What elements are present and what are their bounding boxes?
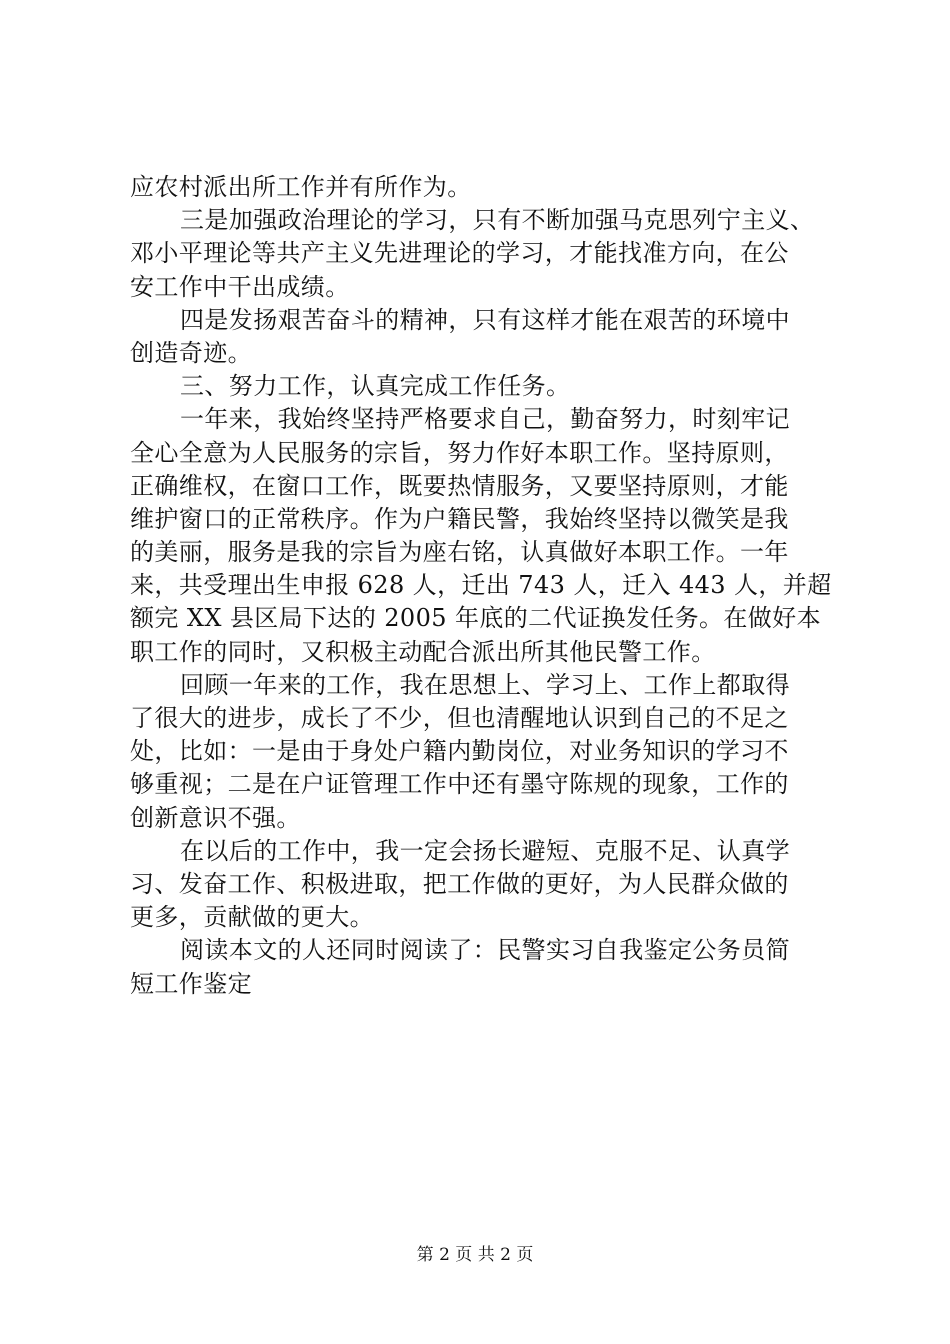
text-line: 维护窗口的正常秩序。作为户籍民警，我始终坚持以微笑是我: [130, 504, 789, 533]
text-line: 在以后的工作中，我一定会扬长避短、克服不足、认真学: [180, 836, 790, 865]
text-line: 回顾一年来的工作，我在思想上、学习上、工作上都取得: [180, 670, 790, 699]
text-line: 三是加强政治理论的学习，只有不断加强马克思列宁主义、: [180, 206, 815, 235]
text-line: 额完 XX 县区局下达的 2005 年底的二代证换发任务。在做好本: [130, 604, 821, 633]
text-line: 更多，贡献做的更大。: [130, 903, 374, 932]
text-line: 一年来，我始终坚持严格要求自己，勤奋努力，时刻牢记: [180, 405, 790, 434]
text-line: 够重视；二是在户证管理工作中还有墨守陈规的现象，工作的: [130, 770, 789, 799]
text-line: 应农村派出所工作并有所作为。: [130, 173, 472, 201]
text-line: 短工作鉴定: [130, 969, 252, 998]
text-line: 邓小平理论等共产主义先进理论的学习，才能找准方向，在公: [130, 239, 789, 268]
text-line: 三、努力工作，认真完成工作任务。: [180, 372, 571, 401]
page-footer: 第 2 页 共 2 页: [416, 1245, 534, 1265]
text-line: 了很大的进步，成长了不少，但也清醒地认识到自己的不足之: [130, 704, 789, 732]
text-line: 的美丽，服务是我的宗旨为座右铭，认真做好本职工作。一年: [130, 538, 789, 567]
text-line: 全心全意为人民服务的宗旨，努力作好本职工作。坚持原则，: [130, 438, 789, 467]
text-line: 职工作的同时，又积极主动配合派出所其他民警工作。: [130, 637, 716, 666]
text-line: 创造奇迹。: [130, 338, 252, 367]
text-line: 处，比如：一是由于身处户籍内勤岗位，对业务知识的学习不: [130, 737, 789, 766]
text-line: 正确维权，在窗口工作，既要热情服务，又要坚持原则，才能: [130, 471, 789, 500]
text-line: 习、发奋工作、积极进取，把工作做的更好，为人民群众做的: [130, 869, 789, 898]
text-line: 来，共受理出生申报 628 人，迁出 743 人，迁入 443 人，并超: [130, 571, 832, 600]
text-line: 四是发扬艰苦奋斗的精神，只有这样才能在艰苦的环境中: [180, 305, 790, 334]
text-line: 阅读本文的人还同时阅读了：民警实习自我鉴定公务员简: [180, 936, 790, 965]
text-line: 创新意识不强。: [130, 803, 301, 832]
document-body: [130, 171, 830, 1001]
text-line: 安工作中干出成绩。: [130, 272, 350, 301]
